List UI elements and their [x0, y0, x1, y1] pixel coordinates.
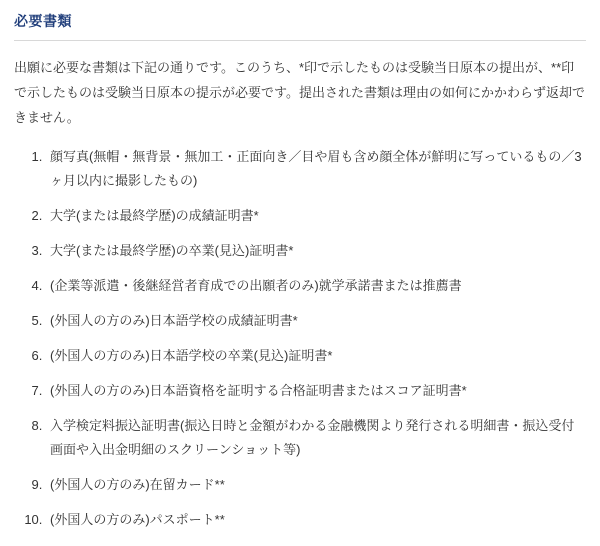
list-item	[46, 274, 586, 298]
list-item	[46, 204, 586, 228]
list-item-label: 顔写真(無帽・無背景・無加工・正面向き／目や眉も含め顔全体が鮮明に写っているもの／3ヶ月以内に撮影したもの)	[50, 148, 582, 188]
page-title: 必要書類	[14, 13, 72, 29]
list-item	[46, 473, 586, 497]
list-item	[46, 344, 586, 368]
list-item	[46, 508, 586, 532]
list-item-label: (外国人の方のみ)日本語資格を証明する合格証明書またはスコア証明書*	[50, 383, 467, 399]
list-item-label: (外国人の方のみ)日本語学校の卒業(見込)証明書*	[50, 348, 333, 364]
list-item-label: 大学(または最終学歴)の成績証明書*	[50, 207, 259, 223]
list-item	[46, 379, 586, 403]
intro-paragraph: 出願に必要な書類は下記の通りです。このうち、*印で示したものは受験当日原本の提出が、**印で示したものは受験当日原本の提示が必要です。提出された書類は理由の如何にかかわらず返却できません。	[14, 59, 585, 126]
list-item-label: (外国人の方のみ)日本語学校の成績証明書*	[50, 313, 298, 329]
list-item-label: (企業等派遣・後継経営者育成での出願者のみ)就学承諾書または推薦書	[50, 278, 462, 294]
list-item-label: 入学検定料振込証明書(振込日時と金額がわかる金融機関より発行される明細書・振込受付画面や入出金明細のスクリーンショット等)	[50, 418, 575, 458]
required-documents-list	[14, 145, 586, 533]
list-item-label: 大学(または最終学歴)の卒業(見込)証明書*	[50, 242, 294, 258]
list-item-label: (外国人の方のみ)パスポート**	[50, 512, 225, 528]
list-item	[46, 239, 586, 263]
list-item	[46, 414, 586, 462]
list-item	[46, 145, 586, 193]
list-item	[46, 309, 586, 333]
title-divider	[14, 40, 586, 41]
list-item-label: (外国人の方のみ)在留カード**	[50, 477, 225, 493]
